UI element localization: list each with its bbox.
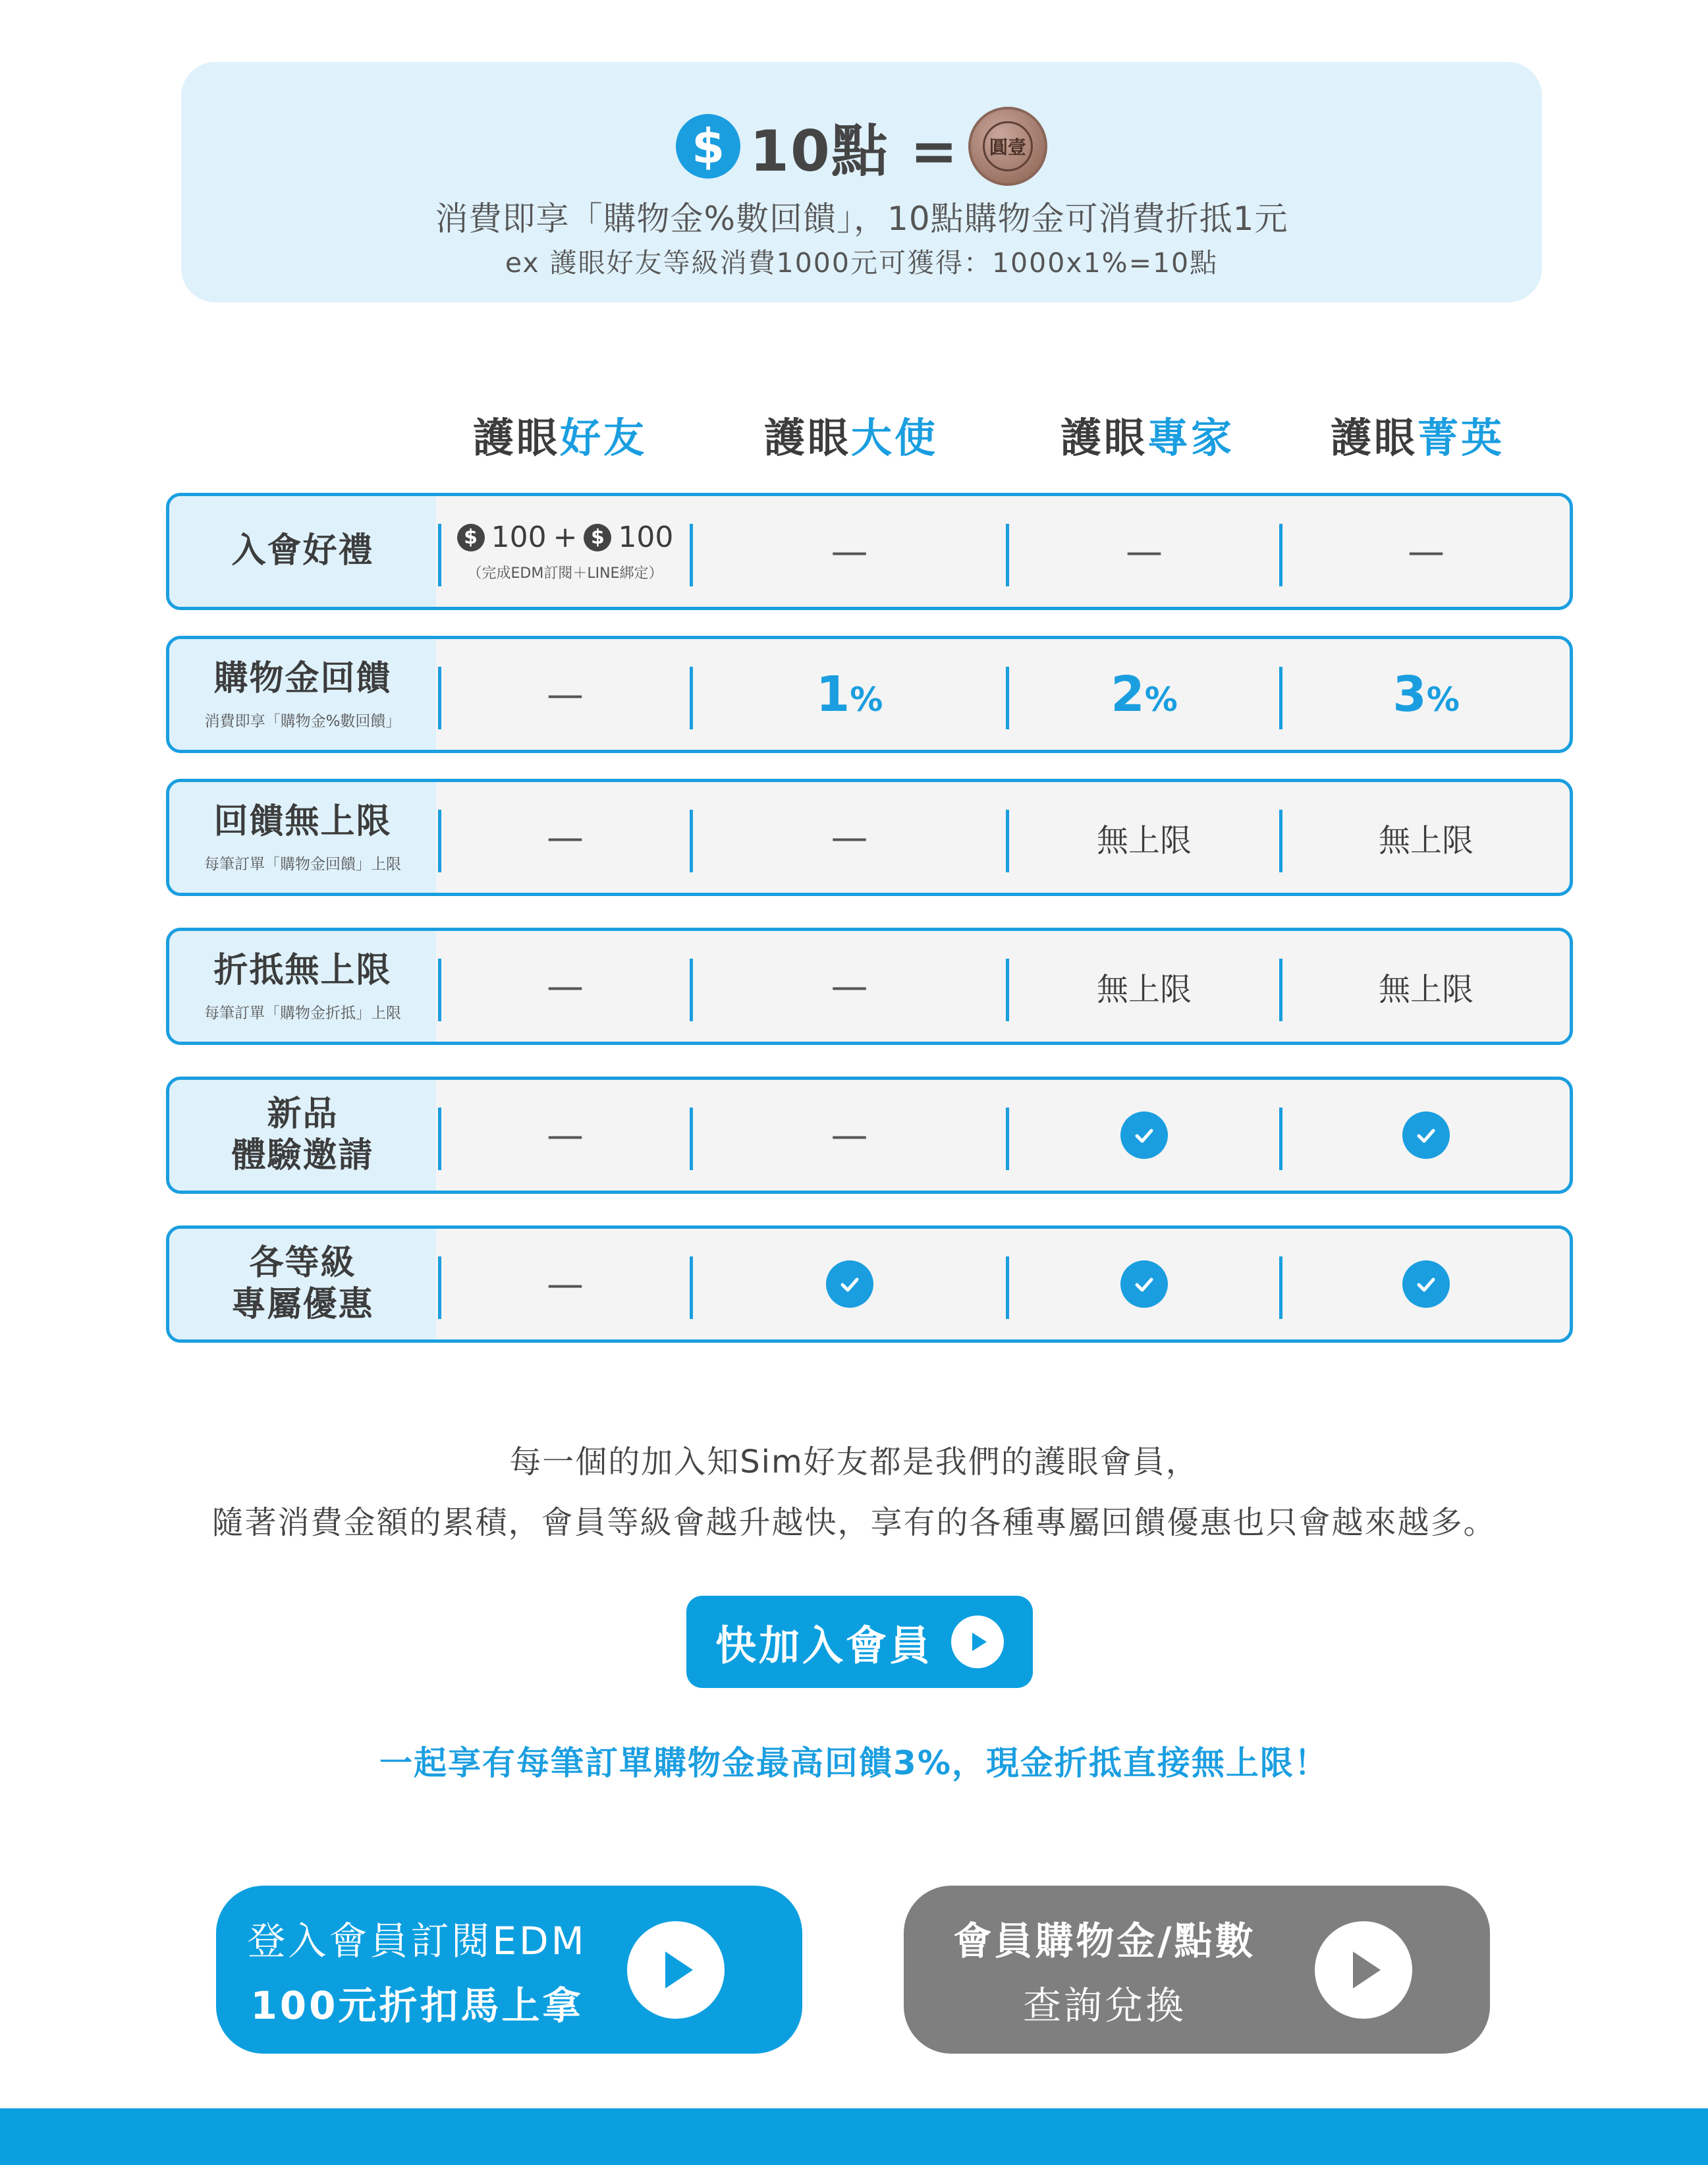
cashback-limit-cell-tier3: 無上限: [1096, 822, 1192, 859]
points-example: ex 護眼好友等級消費1000元可獲得：1000x1%=10點: [505, 247, 1219, 279]
membership-description-line2: 隨著消費金額的累積，會員等級會越升越快，享有的各種專屬回饋優惠也只會越來越多。: [211, 1504, 1497, 1541]
play-icon: [1315, 1921, 1412, 2019]
discount-limit-cell-tier1: —: [547, 965, 584, 1008]
discount-label: 100元折扣馬上拿: [250, 1982, 584, 2028]
footer-bar: [0, 2108, 1708, 2165]
row-label: 購物金回饋 消費即享「購物金%數回饋」: [169, 639, 436, 750]
trial-cell-tier1: —: [547, 1113, 584, 1157]
benefit-row-welcome-gift: [166, 493, 1573, 610]
play-icon: [627, 1921, 725, 2019]
dollar-icon: $: [457, 524, 485, 551]
gift-cell-tier4: —: [1408, 530, 1445, 573]
dollar-coin-icon: $: [676, 114, 740, 179]
discount-limit-cell-tier2: —: [831, 965, 868, 1008]
tier-header-ambassador: 護眼大使: [763, 414, 939, 462]
exclusive-cell-tier4: [1282, 1229, 1570, 1339]
exclusive-cell-tier3: [1009, 1229, 1279, 1339]
points-equation: [181, 105, 1542, 184]
join-member-label: 快加入會員: [715, 1621, 933, 1670]
gift-cell-tier1: $ 100 + $ 100 （完成EDM訂閱＋LINE綁定）: [439, 496, 691, 607]
row-label: 回饋無上限 每筆訂單「購物金回饋」上限: [169, 782, 436, 893]
membership-description-line1: 每一個的加入知Sim好友都是我們的護眼會員，: [509, 1444, 1199, 1480]
tier-header-expert: 護眼專家: [1060, 414, 1235, 462]
benefit-row-exclusive-offers: [166, 1225, 1573, 1343]
dollar-icon: $: [584, 524, 611, 551]
discount-limit-cell-tier4: 無上限: [1378, 970, 1474, 1008]
cashback-cell-tier4: 3%: [1392, 666, 1460, 723]
row-label: 各等級 專屬優惠: [169, 1229, 436, 1339]
cashback-limit-cell-tier1: —: [547, 816, 584, 859]
gift-cell-tier3: —: [1126, 530, 1163, 573]
exclusive-cell-tier2: [693, 1229, 1006, 1339]
tier-header-elite: 護眼菁英: [1330, 414, 1505, 462]
points-button-sublabel: 查詢兌換: [1022, 1982, 1186, 2028]
play-icon: [951, 1616, 1004, 1668]
cashback-cell-tier2: 1%: [815, 666, 883, 723]
coin-face: 圓壹: [983, 121, 1033, 171]
cashback-limit-cell-tier2: —: [831, 816, 868, 859]
benefit-row-product-trial: [166, 1077, 1573, 1194]
points-inquiry-button[interactable]: [904, 1886, 1490, 2054]
benefit-row-discount-limit: [166, 928, 1573, 1045]
points-value: 10點 =: [750, 119, 959, 184]
trial-cell-tier4: [1282, 1080, 1570, 1191]
check-icon: [1120, 1260, 1168, 1308]
trial-cell-tier2: —: [831, 1113, 868, 1157]
discount-limit-cell-tier3: 無上限: [1096, 970, 1192, 1008]
one-dollar-coin-icon: [968, 107, 1047, 186]
check-icon: [826, 1260, 873, 1308]
exclusive-cell-tier1: —: [547, 1262, 584, 1306]
check-icon: [1402, 1111, 1450, 1159]
cashback-cell-tier1: —: [547, 673, 584, 716]
gift-cell-tier2: —: [831, 530, 868, 573]
check-icon: [1402, 1260, 1450, 1308]
tier-header-friend: 護眼好友: [472, 414, 647, 462]
points-description: 消費即享「購物金%數回饋」，10點購物金可消費折抵1元: [435, 200, 1288, 238]
promo-text: 一起享有每筆訂單購物金最高回饋3%，現金折抵直接無上限！: [379, 1744, 1329, 1782]
points-info-panel: [181, 62, 1542, 302]
row-label: 折抵無上限 每筆訂單「購物金折抵」上限: [169, 931, 436, 1042]
join-member-button[interactable]: [686, 1596, 1033, 1688]
subscribe-edm-label: 登入會員訂閱EDM: [247, 1918, 587, 1963]
check-icon: [1120, 1111, 1168, 1159]
trial-cell-tier3: [1009, 1080, 1279, 1191]
cashback-cell-tier3: 2%: [1111, 666, 1178, 723]
row-label: 新品 體驗邀請: [169, 1080, 436, 1191]
points-button-label: 會員購物金/點數: [953, 1918, 1256, 1963]
row-label: 入會好禮: [169, 496, 436, 607]
benefit-row-cashback-limit: [166, 779, 1573, 896]
cashback-limit-cell-tier4: 無上限: [1378, 822, 1474, 859]
subscribe-edm-button[interactable]: [216, 1886, 802, 2054]
benefit-row-cashback: [166, 636, 1573, 753]
